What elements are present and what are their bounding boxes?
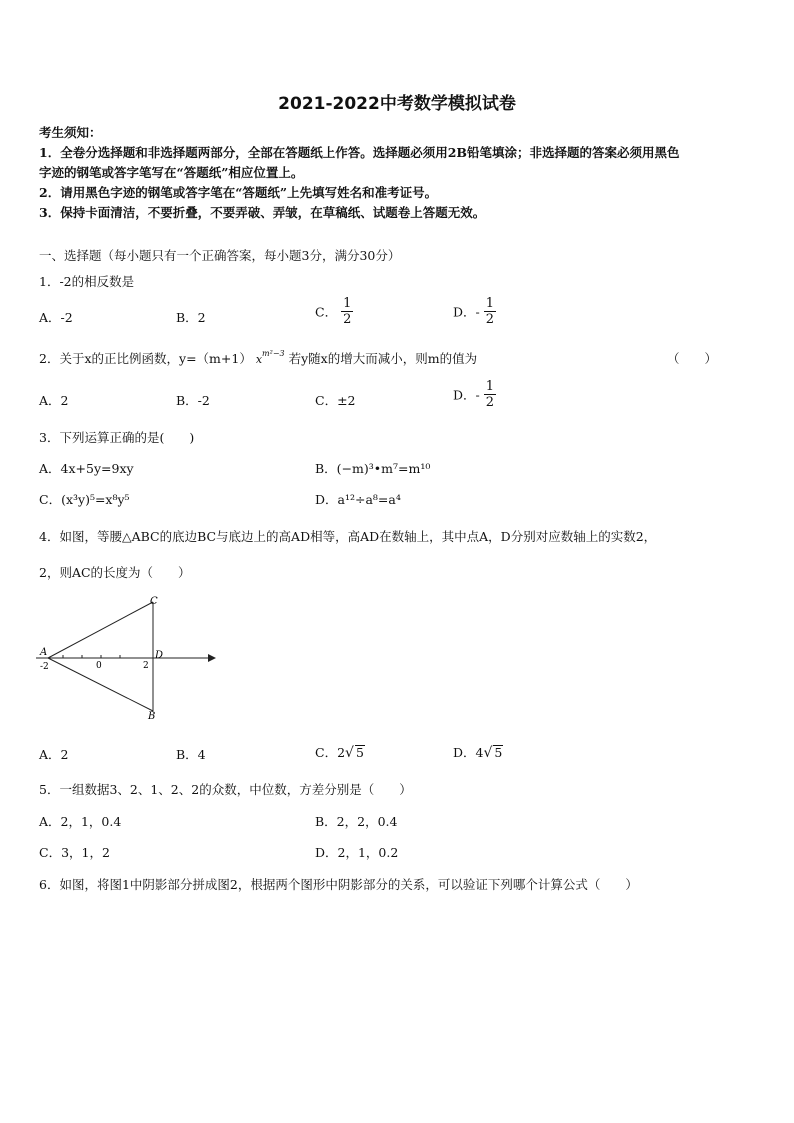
q1-option-d-denominator: 2: [485, 312, 495, 327]
label-C: C: [150, 596, 158, 607]
q1-option-c-fraction: [341, 296, 353, 327]
q1-option-b: B．2: [176, 310, 206, 325]
q2-option-d-label: D．-: [453, 387, 480, 403]
q1-stem: 1．-2的相反数是: [39, 274, 135, 289]
q2-base: x: [255, 353, 263, 366]
notice-item-3: 3．保持卡面清洁，不要折叠，不要弄破、弄皱，在草稿纸、试题卷上答题无效。: [39, 205, 486, 220]
q2-answer-paren: （ ）: [667, 351, 718, 366]
q2-option-a: A．2: [39, 393, 69, 408]
q2-option-d-denominator: 2: [485, 395, 495, 410]
q5-option-c: C．3，1，2: [39, 845, 110, 860]
page-title: 2021-2022中考数学模拟试卷: [278, 94, 516, 114]
q2-stem: [39, 349, 477, 367]
q5-option-a: A．2，1，0.4: [39, 814, 122, 829]
notice-item-1-line-2: 字迹的钢笔或答字笔写在“答题纸”相应位置上。: [39, 165, 304, 180]
radical-sign: √: [345, 745, 354, 761]
q2-stem-post: 若y随x的增大而减小，则m的值为: [288, 351, 478, 366]
q3-option-a: A．4x+5y=9xy: [39, 461, 134, 476]
q2-option-d-numerator: 1: [485, 379, 495, 394]
q1-option-a: A．-2: [39, 310, 73, 325]
q1-option-c-label: C．: [315, 304, 338, 320]
q5-option-d: D．2，1，0.2: [315, 845, 399, 860]
q4-option-d-radicand: 5: [494, 745, 503, 760]
tick-label-0: 0: [96, 661, 102, 671]
segment-AC: [48, 602, 153, 658]
number-line-arrow: [208, 654, 216, 662]
q3-option-c: C．(x³y)⁵=x⁸y⁵: [39, 492, 130, 507]
q3-option-b: B．(−m)³•m⁷=m¹⁰: [315, 461, 431, 476]
label-B: B: [148, 711, 156, 722]
notice-heading: 考生须知：: [39, 125, 102, 140]
q4-figure: [36, 594, 220, 724]
notice-item-2: 2．请用黑色字迹的钢笔或答字笔在“答题纸”上先填写姓名和准考证号。: [39, 185, 438, 200]
q2-option-b: B．-2: [176, 393, 210, 408]
q4-option-a: A．2: [39, 747, 69, 762]
q3-stem: 3．下列运算正确的是( ): [39, 430, 195, 445]
q5-option-b: B．2，2，0.4: [315, 814, 398, 829]
q4-option-b: B．4: [176, 747, 206, 762]
q1-option-d-label: D．-: [453, 304, 480, 320]
radical-sign: √: [483, 745, 493, 761]
q1-option-d-fraction: [484, 296, 496, 327]
q1-option-d: [453, 296, 496, 327]
q4-option-d: [453, 743, 503, 761]
notice-item-1-line-1: 1．全卷分选择题和非选择题两部分，全部在答题纸上作答。选择题必须用2B铅笔填涂；非选择题的答案必须用黑色: [39, 145, 680, 160]
q4-option-d-label: D．4: [453, 745, 484, 760]
section-heading: 一、选择题（每小题只有一个正确答案，每小题3分，满分30分）: [39, 248, 401, 263]
q2-stem-pre: 2．关于x的正比例函数，y=（m+1）: [39, 351, 252, 366]
label-A: A: [40, 647, 48, 658]
q2-exponent: m²−3: [262, 349, 285, 358]
q1-option-c: [315, 296, 353, 327]
q2-option-c: C．±2: [315, 393, 356, 408]
tick-label-neg2: -2: [40, 662, 49, 672]
q2-option-d: [453, 379, 496, 410]
q1-option-c-denominator: 2: [343, 312, 352, 327]
q5-stem: 5．一组数据3、2、1、2、2的众数，中位数，方差分别是（ ）: [39, 782, 412, 797]
q4-option-c: [315, 743, 365, 761]
q4-option-c-radicand: 5: [355, 745, 364, 760]
q6-stem: 6．如图，将图1中阴影部分拼成图2，根据两个图形中阴影部分的关系，可以验证下列哪个计算公式（ ）: [39, 877, 638, 892]
q4-stem-line-1: 4．如图，等腰△ABC的底边BC与底边上的高AD相等，高AD在数轴上，其中点A，D分别对应数轴上的实数2，: [39, 529, 657, 544]
tick-label-2: 2: [143, 661, 149, 671]
q1-option-d-numerator: 1: [485, 296, 495, 311]
q4-stem-line-2: 2，则AC的长度为（ ）: [39, 565, 191, 580]
q4-option-c-label: C．2: [315, 745, 346, 760]
q3-option-d: D．a¹²÷a⁸=a⁴: [315, 492, 401, 507]
label-D: D: [155, 650, 164, 661]
q2-option-d-fraction: [484, 379, 496, 410]
q1-option-c-numerator: 1: [343, 296, 352, 311]
